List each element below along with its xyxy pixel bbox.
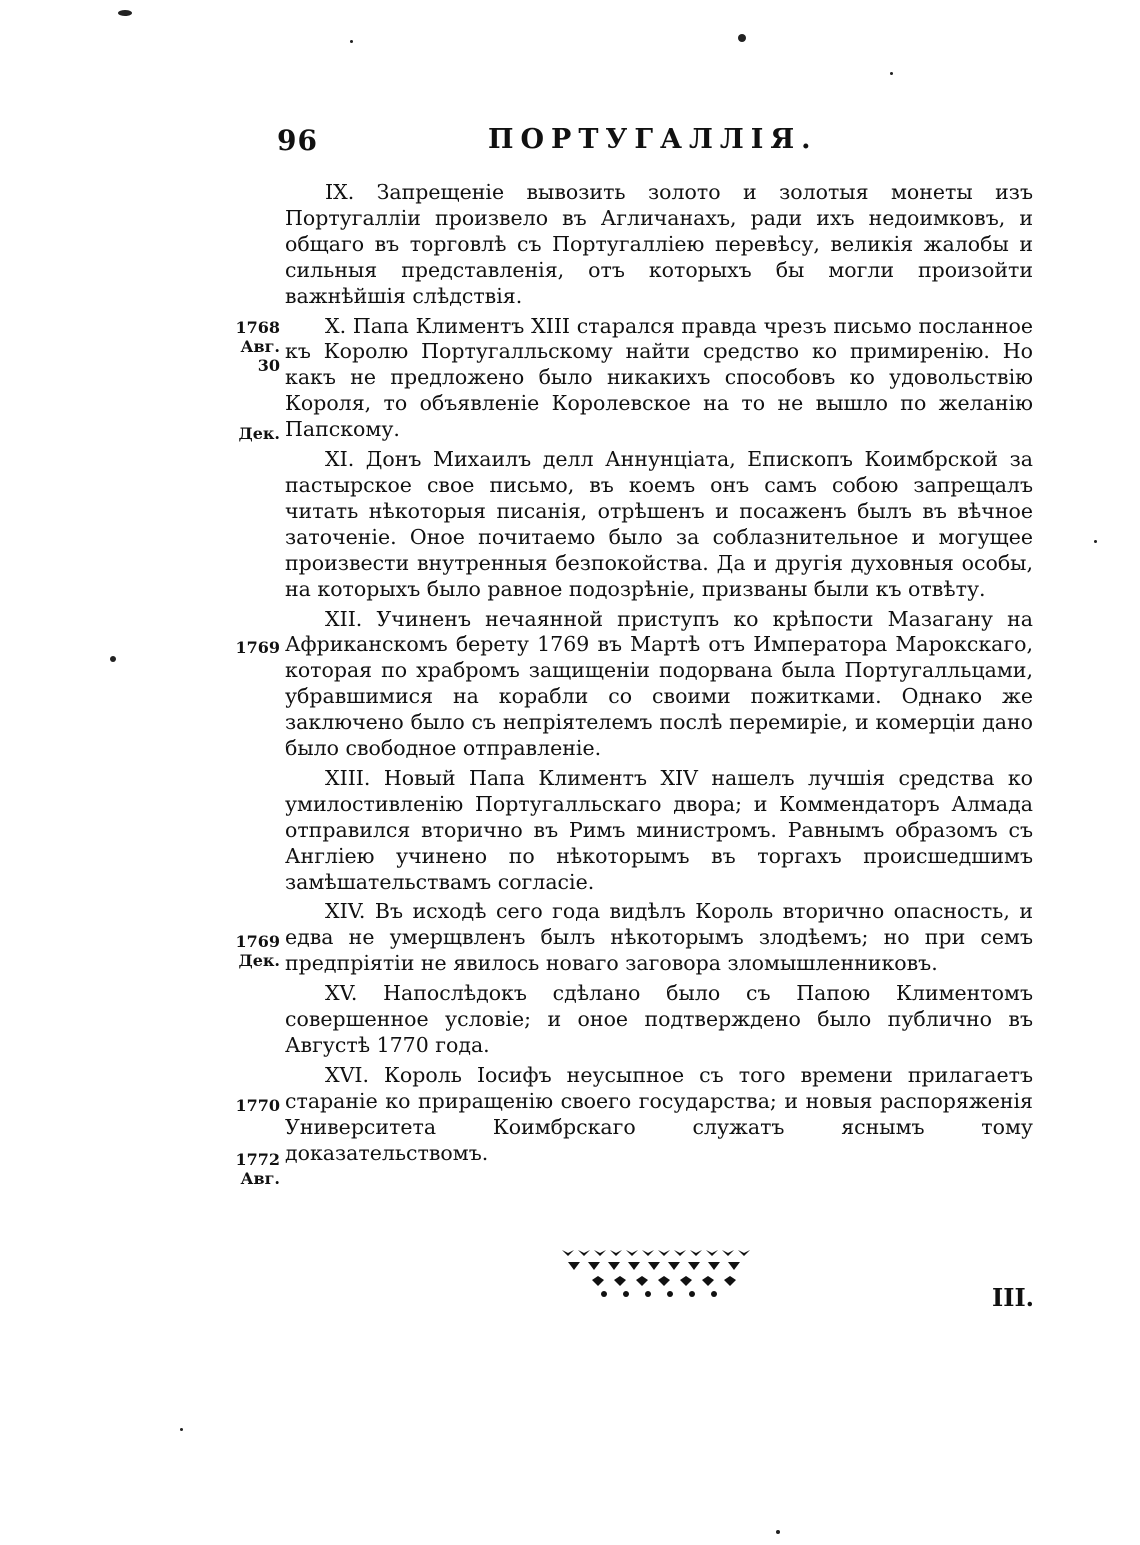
margin-note-year: 1772 — [235, 1150, 280, 1169]
paragraph-xi: XI. Донъ Михаилъ делл Аннунціата, Епископъ Коимбрской за пастырское свое письмо, въ коемъ онъ самъ собою запрещалъ читать нѣкоторыя писанія, отрѣшенъ и посаженъ былъ въ вѣчное заточеніе. Оное почитаемо было за соблазнительное и могущее произвести внутренныя безпокойства. Да и другія духовныя особы, на которыхъ было равное подозрѣніе, призваны были къ отвѣту. — [285, 447, 1033, 601]
margin-note-1768 — [222, 318, 280, 375]
paragraph-xvi: XVI. Король Іосифъ неусыпное съ того времени прилагаетъ стараніе ко приращенію своего государства; и новыя распоряженія Университета Коимбрскаго служатъ яснымъ тому доказательствомъ. — [285, 1062, 1033, 1165]
margin-note-1769 — [222, 638, 280, 657]
paragraph-xiv: XIV. Въ исходѣ сего года видѣлъ Король вторично опасность, и едва не умерщвленъ былъ нѣкоторымъ злодѣемъ; но при семъ предпріятіи не явилось новаго заговора зломышленниковъ. — [285, 899, 1033, 976]
margin-note-year: 1768 — [235, 318, 280, 337]
margin-note-dec-1768 — [222, 424, 280, 443]
scan-speck — [118, 10, 132, 16]
catchword: III. — [992, 1283, 1035, 1312]
scan-speck — [350, 40, 353, 43]
scan-speck — [1094, 540, 1097, 543]
paragraph-x: X. Папа Климентъ XIII старался правда чрезъ письмо посланное къ Королю Португалльскому найти средство ко примиренію. Но какъ не предложено было никакихъ способовъ ко удовольствію Короля, то объявленіе Королевское на то не вышло по желанію Папскому. — [285, 313, 1033, 442]
margin-note-1772 — [222, 1150, 280, 1188]
scan-speck — [738, 34, 746, 42]
scan-speck — [776, 1530, 780, 1534]
margin-note-year: 1770 — [235, 1096, 280, 1115]
paragraph-xiii: XIII. Новый Папа Климентъ XIV нашелъ лучшія средства ко умилостивленію Португалльскаго двора; и Коммендаторъ Алмада отправился вторично въ Римъ министромъ. Равнымъ образомъ съ Англіею учинено по нѣкоторымъ въ торгахъ происшедшимъ замѣшательствамъ согласіе. — [285, 765, 1033, 894]
margin-note-month: Дек. — [238, 951, 280, 970]
margin-note-1770 — [222, 1096, 280, 1115]
scan-speck — [110, 656, 116, 662]
margin-note-month: Дек. — [238, 424, 280, 443]
scan-speck — [180, 1428, 183, 1431]
scan-speck — [890, 72, 893, 75]
ornament-icon — [556, 1244, 756, 1300]
page-number: 96 — [277, 124, 318, 157]
paragraph-xv: XV. Напослѣдокъ сдѣлано было съ Папою Климентомъ совершенное условіе; и оное подтверждено было публично въ Августѣ 1770 года. — [285, 981, 1033, 1057]
margin-note-1769-dec — [222, 932, 280, 970]
margin-note-year: 1769 — [235, 638, 280, 657]
body-text — [285, 180, 1033, 1171]
margin-note-month: Авг. — [240, 1169, 280, 1188]
running-title: ПОРТУГАЛЛІЯ. — [488, 124, 818, 155]
margin-note-month: Авг. 30 — [240, 337, 280, 375]
paragraph-ix: IX. Запрещеніе вывозить золото и золотыя монеты изъ Португалліи произвело въ Агличанахъ, ради ихъ недоимковъ, и общаго въ торговлѣ съ Португалліею перевѣсу, великія жалобы и сильныя представленія, отъ которыхъ бы могли произойти важнѣйшія слѣдствія. — [285, 180, 1033, 308]
paragraph-xii: XII. Учиненъ нечаянной приступъ ко крѣпости Мазагану на Африканскомъ берету 1769 въ Мартѣ отъ Императора Марокскаго, которая по храбромъ защищеніи подорвана была Португалльцами, убравшимися на корабли со своими пожитками. Однако же заключено было съ непріятелемъ послѣ перемиріе, и комерціи дано было свободное отправленіе. — [285, 606, 1033, 761]
margin-note-year: 1769 — [235, 932, 280, 951]
